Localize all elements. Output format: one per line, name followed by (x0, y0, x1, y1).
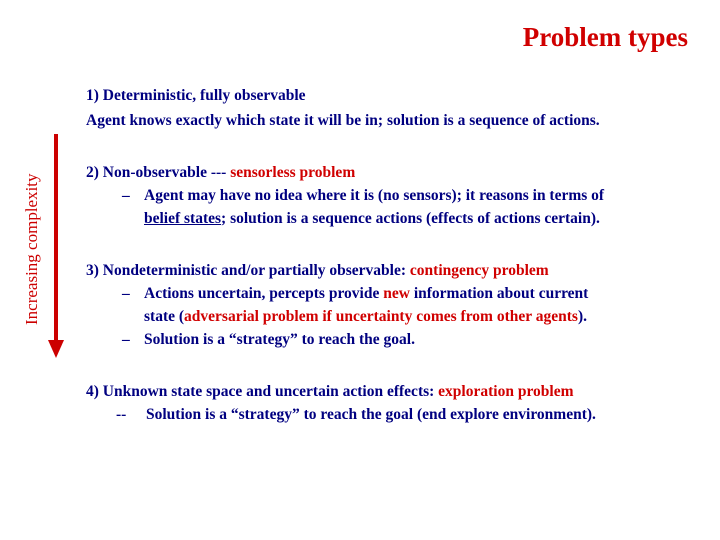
problem-kind: exploration problem (438, 383, 574, 400)
item-deterministic (86, 84, 686, 132)
item-exploration (86, 380, 686, 426)
item-description: Agent knows exactly which state it will be in; solution is a sequence of actions. (86, 112, 600, 129)
item-heading: 1) Deterministic, fully observable (86, 87, 306, 104)
problem-list (86, 84, 686, 426)
complexity-axis-label: Increasing complexity (22, 173, 41, 325)
bullet: – Actions uncertain, percepts provide new information about current state (adversarial problem if uncertainty comes from other agents). (122, 285, 589, 325)
item-sensorless (86, 161, 686, 230)
problem-kind: contingency problem (409, 262, 549, 279)
problem-kind: sensorless problem (230, 164, 356, 181)
down-arrow-icon (46, 134, 66, 360)
item-heading: 4) Unknown state space and uncertain action effects: exploration problem (86, 383, 574, 400)
bullet: -- Solution is a “strategy” to reach the goal (end explore environment). (116, 406, 596, 423)
bullet: – Agent may have no idea where it is (no sensors); it reasons in terms of belief states; solution is a sequence actions (effects of actions certain). (122, 187, 605, 227)
bullet: – Solution is a “strategy” to reach the goal. (122, 331, 415, 348)
item-heading: 2) Non-observable --- sensorless problem (86, 164, 356, 181)
item-heading: 3) Nondeterministic and/or partially observable: contingency problem (86, 262, 549, 279)
page-title: Problem types (522, 22, 688, 52)
term: belief states (144, 210, 222, 227)
item-contingency (86, 259, 686, 351)
